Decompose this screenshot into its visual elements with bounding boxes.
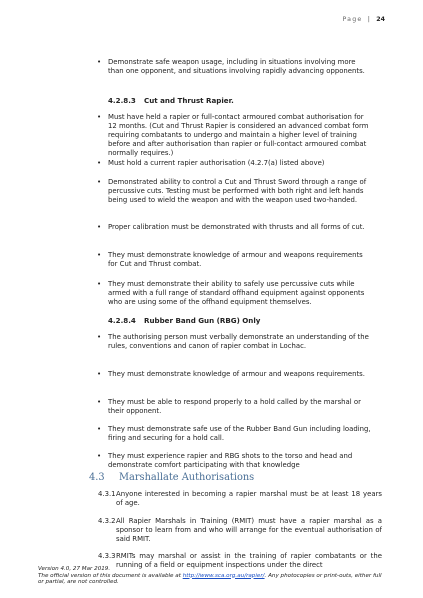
rbg-requirements-list bbox=[97, 370, 372, 379]
list-item: • They must experience rapier and RBG shots to the torso and head and demonstrate comfort participating with that knowledge bbox=[97, 452, 353, 469]
rbg-requirements-list bbox=[97, 333, 372, 351]
bullet-icon: • bbox=[97, 370, 102, 378]
list-item: • They must demonstrate safe use of the Rubber Band Gun including loading, firing and securing for a hold call. bbox=[97, 425, 371, 442]
cut-thrust-requirements-list bbox=[97, 178, 372, 205]
bullet-icon: • bbox=[97, 280, 102, 288]
page-header bbox=[342, 16, 385, 23]
paragraph-text: RMITs may marshal or assist in the training of rapier combatants or the running of a field or equipment inspections under the direct bbox=[116, 552, 382, 569]
bullet-icon: • bbox=[97, 452, 102, 460]
section-number: 4.3 bbox=[89, 472, 105, 483]
numbered-paragraph bbox=[98, 490, 382, 508]
cut-thrust-requirements-list bbox=[97, 280, 372, 307]
bullet-icon: • bbox=[97, 425, 102, 433]
section-heading-4-2-8-4 bbox=[108, 316, 260, 325]
cut-thrust-requirements-list bbox=[97, 251, 372, 269]
rbg-requirements-list bbox=[97, 452, 372, 470]
list-item: • Demonstrate safe weapon usage, including in situations involving more than one opponent, and situations involving rapidly advancing opponents. bbox=[97, 58, 365, 75]
section-number: 4.2.8.4 bbox=[108, 316, 136, 325]
cut-thrust-requirements-list bbox=[97, 159, 372, 168]
cut-thrust-requirements-list bbox=[97, 113, 372, 158]
official-url-link[interactable]: http://www.sca.org.au/rapier/ bbox=[182, 572, 265, 579]
bullet-icon: • bbox=[97, 333, 102, 341]
paragraph-text: All Rapier Marshals in Training (RMIT) must have a rapier marshal as a sponsor to learn from and who will arrange for the eventual authorisation of said RMIT. bbox=[116, 517, 382, 543]
paragraph-number: 4.3.1 bbox=[98, 490, 116, 498]
bullet-icon: • bbox=[97, 113, 102, 121]
bullet-icon: • bbox=[97, 58, 102, 66]
list-item: • Demonstrated ability to control a Cut and Thrust Sword through a range of percussive cuts. Testing must be performed with both right and left hands being used to wield the weapon and with the weapon used two-handed. bbox=[97, 178, 367, 204]
cut-thrust-requirements-list bbox=[97, 223, 372, 232]
page-number: 24 bbox=[376, 16, 385, 23]
bullet-icon: • bbox=[97, 159, 102, 167]
list-item: • They must demonstrate knowledge of armour and weapons requirements. bbox=[97, 370, 365, 378]
rbg-requirements-list bbox=[97, 425, 372, 443]
list-item: • They must demonstrate their ability to safely use percussive cuts while armed with a full range of standard offhand equipment against opponents who are using some of the offhand equipment themselves. bbox=[97, 280, 365, 306]
bullet-icon: • bbox=[97, 178, 102, 186]
section-heading-4-2-8-3 bbox=[108, 96, 234, 105]
section-title: Cut and Thrust Rapier. bbox=[144, 96, 234, 105]
bullet-icon: • bbox=[97, 223, 102, 231]
section-title: Marshallate Authorisations bbox=[119, 472, 255, 483]
version-line: Version 4.0, 27 Mar 2019. bbox=[38, 566, 111, 572]
section-number: 4.2.8.3 bbox=[108, 96, 136, 105]
continued-bullet-list bbox=[97, 58, 372, 76]
bullet-icon: • bbox=[97, 251, 102, 259]
section-heading-4-3 bbox=[89, 472, 254, 483]
list-item: • The authorising person must verbally demonstrate an understanding of the rules, conventions and canon of rapier combat in Lochac. bbox=[97, 333, 369, 350]
section-title: Rubber Band Gun (RBG) Only bbox=[144, 316, 261, 325]
bullet-icon: • bbox=[97, 398, 102, 406]
page-label: Page bbox=[342, 16, 363, 23]
numbered-paragraph bbox=[98, 517, 382, 544]
list-item: • Proper calibration must be demonstrated with thrusts and all forms of cut. bbox=[97, 223, 365, 231]
rbg-requirements-list bbox=[97, 398, 372, 416]
paragraph-number: 4.3.3 bbox=[98, 552, 116, 560]
page-footer bbox=[38, 566, 388, 586]
paragraph-number: 4.3.2 bbox=[98, 517, 116, 525]
list-item: • They must be able to respond properly to a hold called by the marshal or their opponent. bbox=[97, 398, 361, 415]
page-separator: | bbox=[367, 16, 372, 23]
control-notice: The official version of this document is available at http://www.sca.org.au/rapier/. Any photocopies or print-outs, either full or partial, are not controlled. bbox=[38, 572, 382, 585]
list-item: • They must demonstrate knowledge of armour and weapons requirements for Cut and Thrust combat. bbox=[97, 251, 363, 268]
list-item: • Must hold a current rapier authorisation (4.2.7(a) listed above) bbox=[97, 159, 325, 167]
list-item: • Must have held a rapier or full-contact armoured combat authorisation for 12 months. (Cut and Thrust Rapier is considered an advanced combat form requiring combatants to undergo and maintain a higher level of training before and after authorisation than rapier or full-contact armoured combat normally requires.) bbox=[97, 113, 369, 157]
paragraph-text: Anyone interested in becoming a rapier marshal must be at least 18 years of age. bbox=[116, 490, 382, 507]
